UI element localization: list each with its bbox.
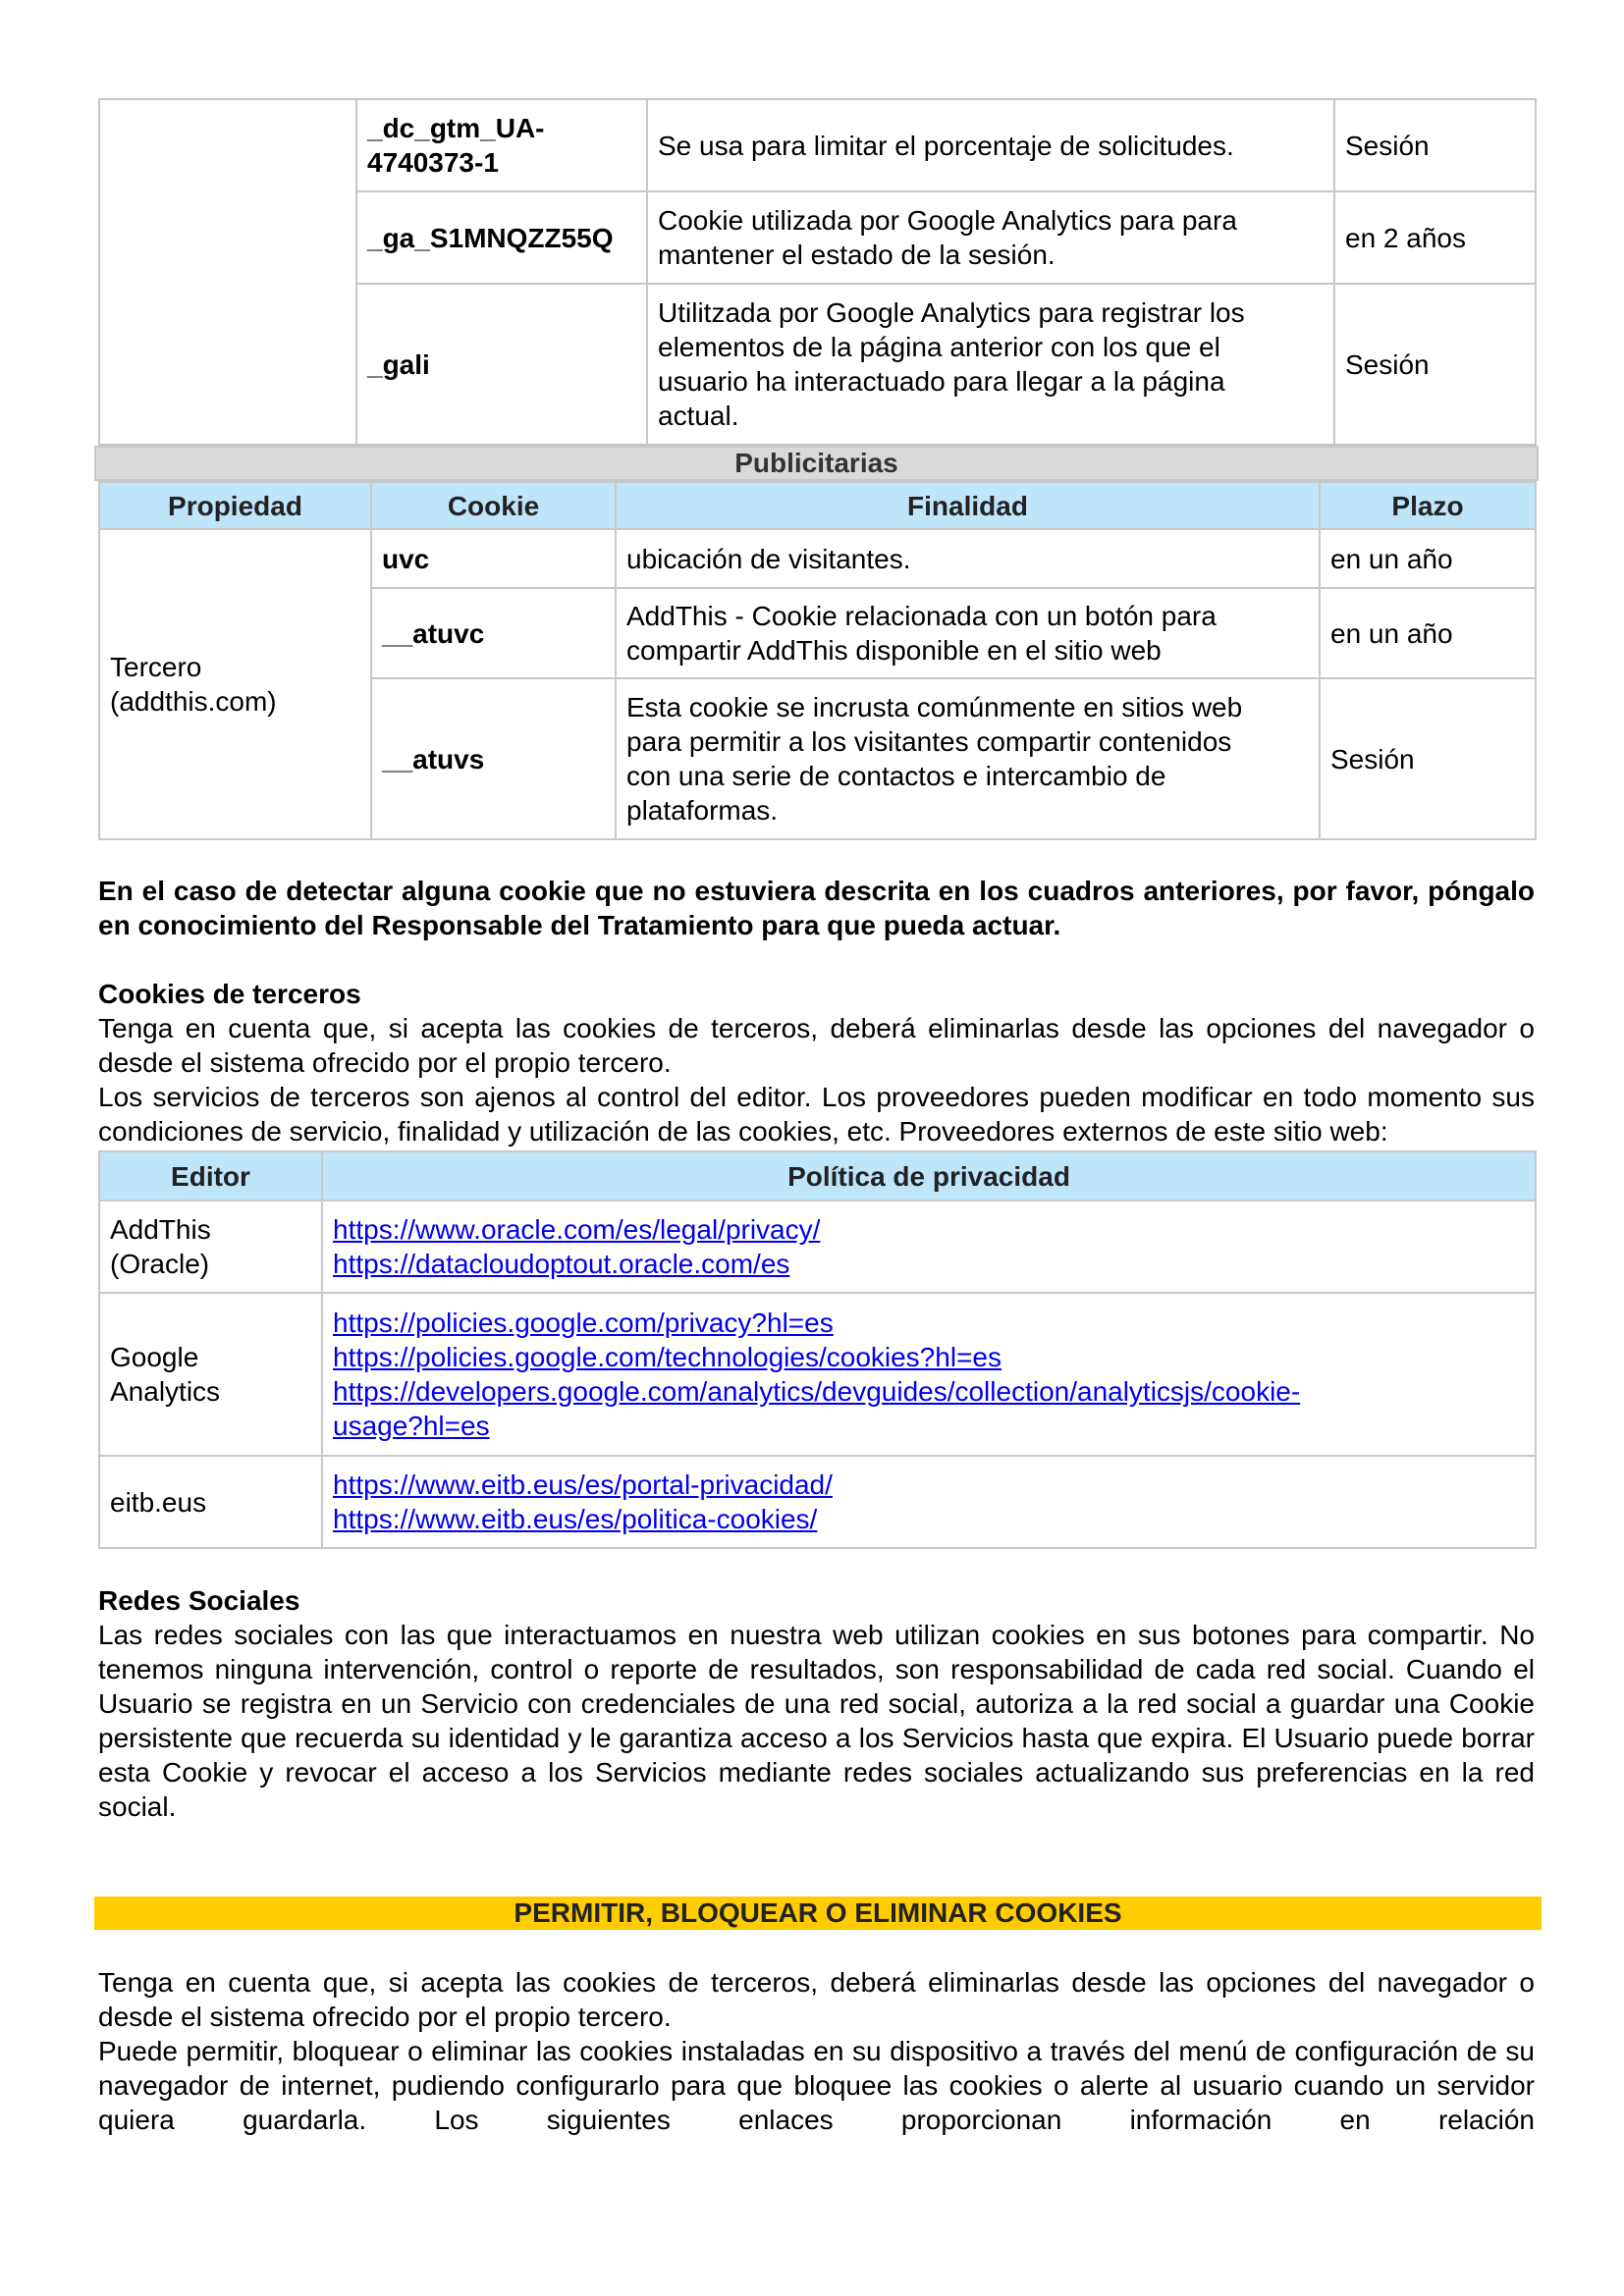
links-cell bbox=[322, 1456, 1536, 1548]
table-row bbox=[99, 1201, 1536, 1293]
analytics-cookies-table bbox=[98, 98, 1537, 446]
permitir-band: PERMITIR, BLOQUEAR O ELIMINAR COOKIES bbox=[94, 1896, 1542, 1930]
plazo-cell: Sesión bbox=[1320, 678, 1536, 839]
links-cell bbox=[322, 1201, 1536, 1293]
cookie-name-cell: __atuvc bbox=[371, 588, 616, 678]
propiedad-cell-empty bbox=[99, 99, 356, 445]
col-header-plazo: Plazo bbox=[1320, 482, 1536, 529]
permitir-paragraph-1: Tenga en cuenta que, si acepta las cookies de terceros, deberá eliminarlas desde las opciones del navegador o desde el sistema ofrecido por el propio tercero. bbox=[98, 1967, 1535, 2032]
col-header-cookie: Cookie bbox=[371, 482, 616, 529]
notice-paragraph: En el caso de detectar alguna cookie que no estuviera descrita en los cuadros anteriores, por favor, póngalo en conocimiento del Responsable del Tratamiento para que pueda actuar. bbox=[98, 876, 1535, 940]
plazo-cell: Sesión bbox=[1334, 99, 1536, 191]
editors-table bbox=[98, 1150, 1537, 1549]
plazo-cell: en un año bbox=[1320, 588, 1536, 678]
cookie-name-cell: __atuvs bbox=[371, 678, 616, 839]
redes-paragraph: Las redes sociales con las que interactuamos en nuestra web utilizan cookies en sus botones para compartir. No tenemos ninguna intervención, control o reporte de resultados, son responsabilidad de cada red social. Cuando el Usuario se registra en un Servicio con credenciales de una red social, autoriza a la red social a guardar una Cookie persistente que recuerda su identidad y le garantiza acceso a los Servicios hasta que expira. El Usuario puede borrar esta Cookie y revocar el acceso a los Servicios mediante redes sociales actualizando sus preferencias en la red social. bbox=[98, 1620, 1535, 1822]
propiedad-cell: Tercero (addthis.com) bbox=[99, 529, 371, 839]
privacy-link[interactable]: https://www.eitb.eus/es/portal-privacidad/ bbox=[333, 1469, 833, 1500]
col-header-politica: Política de privacidad bbox=[322, 1151, 1536, 1201]
plazo-cell: en un año bbox=[1320, 529, 1536, 588]
terceros-heading: Cookies de terceros bbox=[98, 979, 361, 1009]
cookie-name-cell: uvc bbox=[371, 529, 616, 588]
terceros-paragraph-2: Los servicios de terceros son ajenos al control del editor. Los proveedores pueden modificar en todo momento sus condiciones de servicio, finalidad y utilización de las cookies, etc. Proveedores externos de este sitio web: bbox=[98, 1082, 1535, 1147]
cookie-name-cell: _gali bbox=[356, 284, 647, 445]
finalidad-cell: Se usa para limitar el porcentaje de solicitudes. bbox=[647, 99, 1334, 191]
cookie-name-cell: _dc_gtm_UA- 4740373-1 bbox=[356, 99, 647, 191]
terceros-paragraph-1: Tenga en cuenta que, si acepta las cookies de terceros, deberá eliminarlas desde las opciones del navegador o desde el sistema ofrecido por el propio tercero. bbox=[98, 1013, 1535, 1078]
links-cell bbox=[322, 1293, 1536, 1456]
publicitarias-band: Publicitarias bbox=[94, 446, 1539, 481]
col-header-editor: Editor bbox=[99, 1151, 322, 1201]
redes-heading: Redes Sociales bbox=[98, 1585, 300, 1616]
permitir-paragraph-2: Puede permitir, bloquear o eliminar las cookies instaladas en su dispositivo a través del menú de configuración de su navegador de internet, pudiendo configurarlo para que bloquee las cookies o alerte al usuario cuando un servidor quiera guardarla. Los siguientes enlaces proporcionan información en relación bbox=[98, 2036, 1535, 2135]
col-header-finalidad: Finalidad bbox=[616, 482, 1320, 529]
table-row bbox=[99, 1293, 1536, 1456]
privacy-link[interactable]: https://policies.google.com/technologies/cookies?hl=es bbox=[333, 1342, 1001, 1372]
table-header-row bbox=[99, 482, 1536, 529]
editor-cell: AddThis (Oracle) bbox=[99, 1201, 322, 1293]
finalidad-cell: AddThis - Cookie relacionada con un botón para compartir AddThis disponible en el sitio web bbox=[616, 588, 1320, 678]
finalidad-cell: Esta cookie se incrusta comúnmente en sitios web para permitir a los visitantes compartir contenidos con una serie de contactos e intercambio de plataformas. bbox=[616, 678, 1320, 839]
publicitarias-table bbox=[98, 481, 1537, 840]
privacy-link[interactable]: https://developers.google.com/analytics/devguides/collection/analyticsjs/cookie- usage?hl=es bbox=[333, 1376, 1301, 1441]
privacy-link[interactable]: https://www.eitb.eus/es/politica-cookies/ bbox=[333, 1504, 818, 1534]
table-header-row bbox=[99, 1151, 1536, 1201]
privacy-link[interactable]: https://policies.google.com/privacy?hl=es bbox=[333, 1308, 834, 1338]
plazo-cell: Sesión bbox=[1334, 284, 1536, 445]
privacy-link[interactable]: https://www.oracle.com/es/legal/privacy/ bbox=[333, 1214, 821, 1245]
table-row bbox=[99, 99, 1536, 191]
document-page bbox=[98, 98, 1535, 2137]
finalidad-cell: ubicación de visitantes. bbox=[616, 529, 1320, 588]
plazo-cell: en 2 años bbox=[1334, 191, 1536, 284]
col-header-propiedad: Propiedad bbox=[99, 482, 371, 529]
editor-cell: eitb.eus bbox=[99, 1456, 322, 1548]
privacy-link[interactable]: https://datacloudoptout.oracle.com/es bbox=[333, 1249, 790, 1279]
editor-cell: Google Analytics bbox=[99, 1293, 322, 1456]
table-row bbox=[99, 1456, 1536, 1548]
finalidad-cell: Utilitzada por Google Analytics para registrar los elementos de la página anterior con los que el usuario ha interactuado para llegar a la página actual. bbox=[647, 284, 1334, 445]
table-row bbox=[99, 529, 1536, 588]
cookie-name-cell: _ga_S1MNQZZ55Q bbox=[356, 191, 647, 284]
finalidad-cell: Cookie utilizada por Google Analytics para para mantener el estado de la sesión. bbox=[647, 191, 1334, 284]
